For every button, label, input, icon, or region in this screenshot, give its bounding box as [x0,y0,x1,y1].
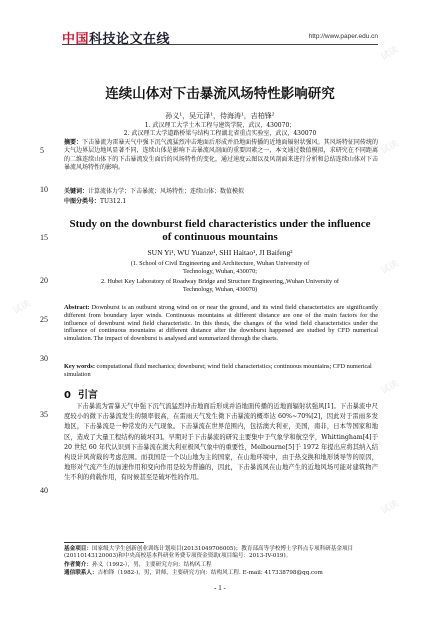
watermark: 试读 [11,298,33,317]
watermark: 试读 [379,378,401,397]
english-title: Study on the downburst field characteristics under the influence of continuous mountains [69,218,371,243]
chinese-abstract-text: 下击暴流为雷暴天气中强下沉气流猛烈冲击地面后形成并沿地面传播的近地面辐射状强风。其风场特征同传统的大气边界层边地风显著不同，连续山体是影响下击暴流风剖面的重要因素之一，本文通过数值模拟，求研究在不同距离的二维连续山体下的下击暴流发生面后的风场特性的变化，通过速度云图以及风剖面来进行分析和总结连续山体对下击暴流风场特性的影响。 [64,139,378,171]
english-affiliation-line: 2. Hubei Key Laboratory of Roadway Bridge and Structure Engineering,,Wuhan University of [101,278,339,285]
section-heading [64,386,98,401]
watermark: 试读 [379,258,401,277]
contact-text: 吉柏锋（1982-)，男，讲师，主要研究方向：结构风工程. E-mail: 417338798@qq.com [97,570,323,576]
english-affiliation-line: Technology, Wuhan, 430070) [182,286,258,293]
chinese-keywords-text: 计算流体力学；下击暴流；风场特性；连续山体；数值模拟 [88,188,245,195]
chinese-classification-label: 中图分类号： [64,198,101,205]
section-number: 0 [64,390,71,401]
fund-footnote [64,546,378,561]
chinese-authors: 孙义¹，吴元泽¹，侍海涛¹，吉柏锋² [165,112,275,120]
english-abstract-label: Abstract: [64,304,90,311]
english-abstract [64,304,378,343]
site-url[interactable]: http://www.paper.edu.cn [308,33,378,40]
fund-label: 基金项目： [64,546,92,552]
contact-footnote [64,570,378,577]
line-number: 35 [40,410,48,419]
chinese-keywords-label: 关键词： [64,188,89,195]
fund-text: 国家级大学生创新创业训练计划项目(20131049706005)；教育部高等学校博士学科点专项科研基金项目(20110143120003)和中央高校基本科研业务费专项资金资助(项目编号：2013-IV-019)。 [64,546,354,560]
header-rule [62,44,378,45]
watermark: 试读 [379,44,401,63]
english-keywords [64,363,378,379]
english-affiliation-line: Technology, Wuhan, 430070; [183,268,257,275]
line-number: 5 [40,146,44,155]
chinese-classification [64,196,378,205]
author-footnote [64,562,378,569]
english-authors: SUN Yi¹, WU Yuanze¹, SHI Haitao¹, JI Baifeng² [147,248,293,257]
contact-label: 通信联系人： [64,570,98,576]
chinese-classification-value: TU312.1 [100,198,127,205]
footnote-rule [64,542,144,543]
chinese-affiliation-1: 1. 武汉理工大学土木工程与建筑学院，武汉，430070； [144,122,296,129]
chinese-affiliation-2: 2. 武汉理工大学道路桥梁与结构工程湖北省重点实验室，武汉，430070 [123,130,317,137]
watermark: 试读 [379,498,401,517]
english-keywords-text: computational fluid mechanics; downburst; wind field characteristics; continuous mountains; CFD numerical simulation [64,363,372,378]
chinese-title: 连续山体对下击暴流风场特性影响研究 [105,86,335,102]
line-number: 25 [40,315,48,324]
page-number: - 1 - [214,584,226,592]
chinese-abstract-label: 摘要： [64,139,83,146]
chinese-abstract [64,139,378,172]
author-label: 作者简介： [64,562,92,568]
chinese-keywords [64,186,378,195]
line-number: 30 [40,354,48,363]
line-number: 15 [40,233,48,242]
watermark: 试读 [379,138,401,157]
introduction-paragraph: 下击暴流为雷暴天气中强下沉气流猛烈冲击地面后形成并沿地面传播的近地面辐射状强风[1]。下击暴流中尺度较小的微下击暴流发生的频率很高，在雷雨天气发生微下击暴流的概率达 60%~70%[2]，因此对于雷雨多发地区，下击暴流是一种常发的天气现象。下击暴流在世界范围内，包括澳大利亚，美国，南非，日本等国家和地区，造成了大量工程结构的破坏[3]。早期对于下击暴流的研究主要集中于气象学和航空学，Whittingham[4]于 20 世纪 60 年代认识到下击暴流在澳大利亚极风气象中的重要性，Melbourne[5]于 1972 年提出应将其纳入结构设计风荷载的考虑范围。而我国是一个以山地为主的国家，在山地环境中，由于热交换和地形诱导等的原因，地形对气流产生的加速作用和变向作用是较为普遍的，因此，下击暴流风在山地产生的近地风场可能对建筑物产生不利的荷载作用，有时候甚至是破坏性的作用。 [64,403,378,482]
page-header [0,0,440,56]
line-number: 10 [40,185,48,194]
logo-dark-text: 科技论文在线 [89,32,171,47]
logo-red-text: 中国 [62,32,90,47]
section-title: 引言 [77,390,98,401]
english-keywords-label: Key words: [64,363,95,370]
line-number: 20 [40,276,48,285]
line-number: 40 [40,486,48,495]
english-affiliation-line: (1. School of Civil Engineering and Architecture, Wuhan University of [130,260,310,267]
english-abstract-text: Downburst is an outburst strong wind on or near the ground, and its wind field characteristics are significantly different from boundary layer winds. Continuous mountains at different distance are one of the main factors for the influence of downburst wind field characteristic. In this thesis, the changes of the wind field characteristics under the influence of continuous mountains at different distance after the downburst happened are studied by CFD numerical simulation. The impact of downburst is analysed and summarized through the charts. [64,304,379,343]
author-text: 孙义（1992-），男，主要研究方向：结构风工程 [91,562,212,568]
